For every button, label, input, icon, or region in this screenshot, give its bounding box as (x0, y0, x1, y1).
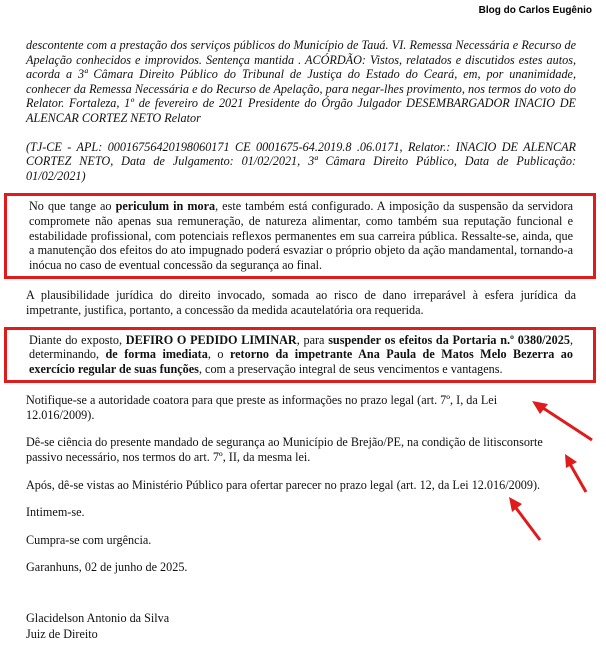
decision-highlight-box (4, 327, 596, 384)
quote-paragraph: descontente com a prestação dos serviços públicos do Município de Tauá. VI. Remessa Necessária e Recurso de Apelação conhecidos e improvidos. Sentença mantida . ACÓRDÃO: Vistos, relatados e discutidos estes autos, acorda a 3ª Câmara Direito Público do Tribunal de Justiça do Estado do Ceará, em, por unanimidade, conhecer da Remessa Necessária e do Recurso de Apelação, para negar-lhes provimento, nos termos do voto do Relator. Fortaleza, 1º de fevereiro de 2021 Presidente do Órgão Julgador DESEMBARGADOR INACIO DE ALENCAR CORTEZ NETO Relator (26, 38, 576, 125)
periculum-highlight-box (4, 193, 596, 279)
arrow-icon (504, 494, 550, 546)
document-page (26, 38, 576, 641)
place-date-line: Garanhuns, 02 de junho de 2025. (26, 560, 188, 575)
decision-paragraph: Diante do exposto, DEFIRO O PEDIDO LIMINAR, para suspender os efeitos da Portaria n.º 0380/2025, determinando, de forma imediata, o retorno da impetrante Ana Paula de Matos Melo Bezerra ao exercício regular de suas funções, com a preservação integral de seus vencimentos e vantagens. (29, 332, 573, 376)
periculum-paragraph: No que tange ao periculum in mora, este também está configurado. A imposição da suspensão da servidora compromete não apenas sua remuneração, de natureza alimentar, como também sua reputação funcional e estabilidade profissional, com potenciais reflexos permanentes em sua carreira pública. Ressalte-se, ainda, que a manutenção dos efeitos do ato impugnado poderá esvaziar o próprio objeto da ação mandamental, tornando-a inócua no caso de eventual concessão da segurança ao final. (29, 199, 573, 272)
citation-paragraph: (TJ-CE - APL: 00016756420198060171 CE 0001675-64.2019.8 .06.0171, Relator.: INACIO DE ALENCAR CORTEZ NETO, Data de Julgamento: 01/02/2021, 3ª Câmara Direito Público, Data de Publicação: 01/02/2021) (26, 139, 576, 183)
cumpra-line: Cumpra-se com urgência. (26, 532, 152, 547)
judge-name: Glacidelson Antonio da Silva (26, 611, 170, 626)
intimem-line: Intimem-se. (26, 505, 85, 520)
blog-watermark: Blog do Carlos Eugênio (478, 5, 592, 16)
prosecutor-paragraph: Após, dê-se vistas ao Ministério Público para ofertar parecer no prazo legal (art. 12, da Lei 12.016/2009). (26, 477, 541, 492)
periculum-term: periculum in mora (115, 199, 216, 214)
arrow-icon (530, 398, 600, 446)
plausibility-paragraph: A plausibilidade jurídica do direito invocado, somada ao risco de dano irreparável à esfera jurídica da impetrante, justifica, portanto, a concessão da medida acautelatória ora requerida. (26, 288, 576, 317)
science-paragraph: Dê-se ciência do presente mandado de segurança ao Município de Brejão/PE, na condição de litisconsorte passivo necessário, nos termos do art. 7º, II, da mesma lei. (26, 435, 543, 465)
judge-title: Juiz de Direito (26, 626, 98, 641)
notify-paragraph: Notifique-se a autoridade coatora para que preste as informações no prazo legal (art. 7º, I, da Lei 12.016/2009). (26, 393, 498, 422)
arrow-icon (560, 452, 600, 498)
